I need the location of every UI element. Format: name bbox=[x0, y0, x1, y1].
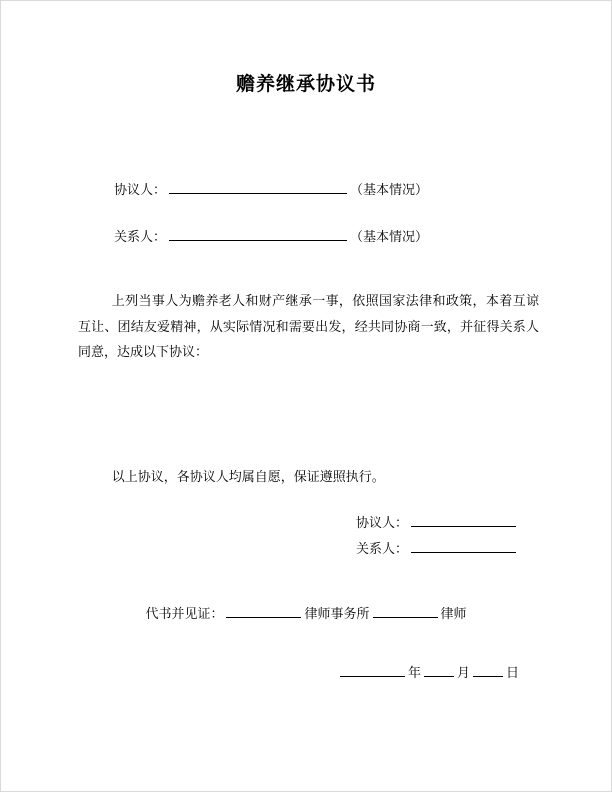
signature-party-blank bbox=[411, 513, 516, 527]
party-blank-line bbox=[169, 180, 347, 194]
witness-lawyer-label: 律师 bbox=[440, 605, 467, 621]
signature-relation-line bbox=[1, 536, 519, 562]
signature-block bbox=[1, 510, 519, 562]
witness-line bbox=[1, 604, 611, 623]
date-month-label: 月 bbox=[456, 664, 470, 680]
date-year-label: 年 bbox=[407, 664, 421, 680]
witness-lawyer-blank bbox=[373, 604, 438, 618]
date-day-label: 日 bbox=[505, 664, 519, 680]
date-month-blank bbox=[424, 663, 454, 677]
document-title: 赡养继承协议书 bbox=[235, 74, 376, 95]
party-suffix: （基本情况） bbox=[350, 182, 429, 197]
date-year-blank bbox=[340, 663, 405, 677]
witness-firm-label: 律师事务所 bbox=[304, 605, 370, 621]
party-field-line bbox=[78, 180, 534, 199]
signature-relation-blank bbox=[411, 539, 516, 553]
signature-party-label: 协议人： bbox=[355, 514, 408, 530]
witness-prefix: 代书并见证： bbox=[145, 605, 224, 621]
main-paragraph: 上列当事人为赡养老人和财产继承一事，依照国家法律和政策，本着互谅互让、团结友爱精神，从实际情况和需要出发，经共同协商一致，并征得关系人同意，达成以下协议： bbox=[78, 293, 539, 360]
relation-suffix: （基本情况） bbox=[350, 229, 429, 245]
signature-relation-label: 关系人： bbox=[355, 540, 408, 556]
relation-label: 关系人： bbox=[114, 229, 167, 245]
party-label: 协议人： bbox=[114, 182, 167, 197]
date-day-blank bbox=[473, 663, 503, 677]
date-line bbox=[1, 663, 519, 682]
witness-firm-blank bbox=[226, 604, 301, 618]
closing-paragraph: 以上协议，各协议人均属自愿，保证遵照执行。 bbox=[111, 469, 385, 485]
relation-field-line bbox=[78, 227, 534, 246]
relation-blank-line bbox=[169, 227, 347, 241]
signature-party-line bbox=[1, 510, 519, 536]
